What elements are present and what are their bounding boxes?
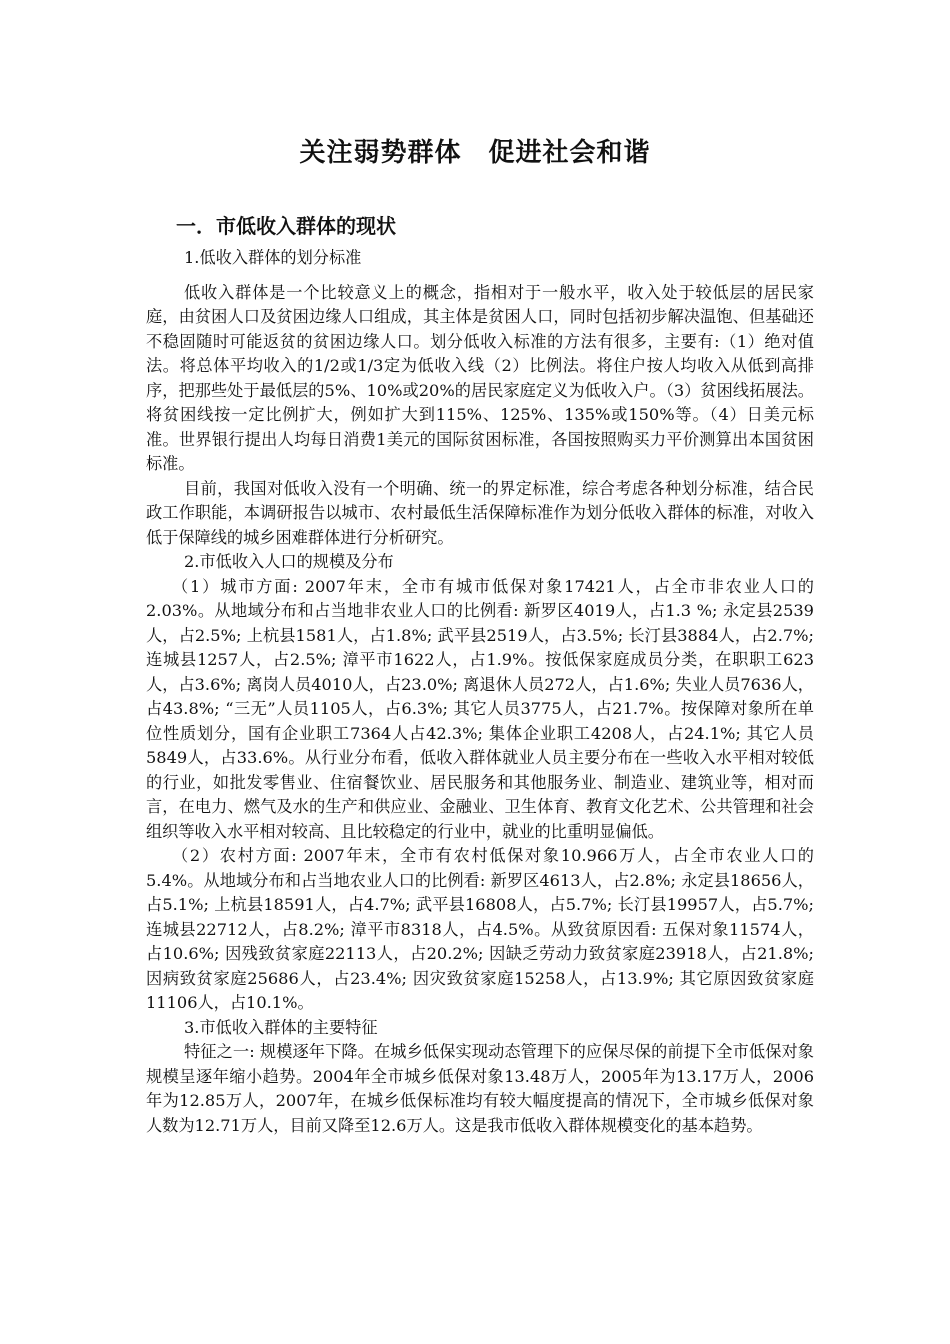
paragraph: 目前，我国对低收入没有一个明确、统一的界定标准，综合考虑各种划分标准，结合民政工作职能，本调研报告以城市、农村最低生活保障标准作为划分低收入群体的标准，对收入低于保障线的城乡困难群体进行分析研究。	[146, 478, 814, 547]
section-heading: 一．市低收入群体的现状	[176, 214, 396, 238]
paragraph-urban: （1）城市方面: 2007年末，全市有城市低保对象17421人，占全市非农业人口的2.03%。从地域分布和占当地非农业人口的比例看: 新罗区4019人，占1.3 %; 永定县2539人，占2.5%; 上杭县1581人，占1.8%; 武平县2519人，占3.5%; 长汀县3884人，占2.7%; 连城县1257人，占2.5%; 漳平市1622人，占1.9%。按低保家庭成员分类，在职职工623人，占3.6%; 离岗人员4010人，占23.0%; 离退休人员272人，占1.6%; 失业人员7636人，占43.8%; “三无”人员1105人，占6.3%; 其它人员3775人，占21.7%。按保障对象所在单位性质划分，国有企业职工7364人占42.3%; 集体企业职工4208人，占24.1%; 其它人员5849人，占33.6%。从行业分布看，低收入群体就业人员主要分布在一些收入水平相对较低的行业，如批发零售业、住宿餐饮业、居民服务和其他服务业、制造业、建筑业等，相对而言，在电力、燃气及水的生产和供应业、金融业、卫生体育、教育文化艺术、公共管理和社会组织等收入水平相对较高、且比较稳定的行业中，就业的比重明显偏低。	[146, 576, 814, 841]
spacer	[146, 271, 814, 281]
subsection-heading-1: 1.低收入群体的划分标准	[184, 248, 362, 267]
document-body	[146, 246, 814, 1138]
subsection-heading-3: 3.市低收入群体的主要特征	[184, 1017, 378, 1037]
document-title: 关注弱势群体 促进社会和谐	[299, 138, 651, 168]
paragraph: 特征之一: 规模逐年下降。在城乡低保实现动态管理下的应保尽保的前提下全市低保对象规模呈逐年缩小趋势。2004年全市城乡低保对象13.48万人，2005年为13.17万人，2006年为12.85万人，2007年，在城乡低保标准均有较大幅度提高的情况下，全市城乡低保对象人数为12.71万人，目前又降至12.6万人。这是我市低收入群体规模变化的基本趋势。	[146, 1042, 814, 1135]
paragraph: 低收入群体是一个比较意义上的概念，指相对于一般水平，收入处于较低层的居民家庭，由贫困人口及贫困边缘人口组成，其主体是贫困人口，同时包括初步解决温饱、但基础还不稳固随时可能返贫的贫困边缘人口。划分低收入标准的方法有很多，主要有:（1）绝对值法。将总体平均收入的1/2或1/3定为低收入线（2）比例法。将住户按人均收入从低到高排序，把那些处于最低层的5%、10%或20%的居民家庭定义为低收入户。（3）贫困线拓展法。将贫困线按一定比例扩大，例如扩大到115%、125%、135%或150%等。（4）日美元标准。世界银行提出人均每日消费1美元的国际贫困标准，各国按照购买力平价测算出本国贫困标准。	[146, 282, 814, 473]
paragraph-rural: （2）农村方面: 2007年末，全市有农村低保对象10.966万人，占全市农业人口的5.4%。从地域分布和占当地农业人口的比例看: 新罗区4613人，占2.8%; 永定县18656人，占5.1%; 上杭县18591人，占4.7%; 武平县16808人，占5.7%; 长汀县19957人，占5.7%; 连城县22712人，占8.2%; 漳平市8318人，占4.5%。从致贫原因看: 五保对象11574人，占10.6%; 因残致贫家庭22113人，占20.2%; 因缺乏劳动力致贫家庭23918人，占21.8%; 因病致贫家庭25686人，占23.4%; 因灾致贫家庭15258人，占13.9%; 其它原因致贫家庭11106人，占10.1%。	[146, 846, 814, 1012]
subsection-heading-2: 2.市低收入人口的规模及分布	[184, 552, 394, 571]
